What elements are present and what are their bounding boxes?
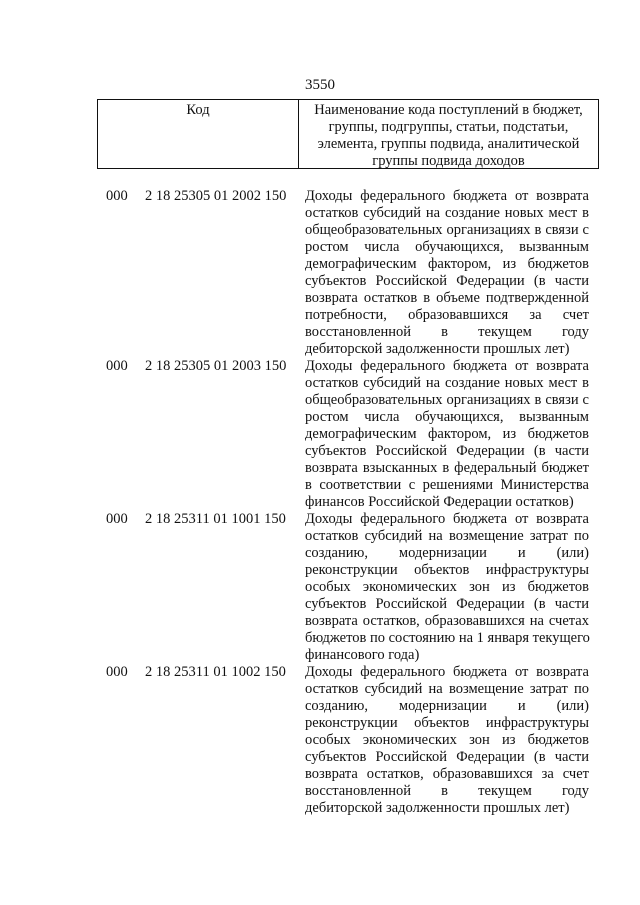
budget-code: 2 18 25305 01 2002 150 [145, 188, 287, 204]
admin-code: 000 [106, 188, 128, 204]
admin-code: 000 [106, 664, 128, 680]
description-line: возврата остатков, образовавшихся на счетах [305, 613, 589, 629]
description-line: в соответствии с решениями Министерства [305, 477, 589, 493]
table-header [97, 99, 599, 169]
budget-code: 2 18 25311 01 1001 150 [145, 511, 286, 527]
description-line: остатков субсидий на возмещение затрат по [305, 681, 589, 697]
description-line: субъектов Российской Федерации (в части [305, 273, 589, 289]
page-number: 3550 [305, 77, 335, 93]
description-line: Доходы федерального бюджета от возврата [305, 358, 589, 374]
header-name-line: Наименование кода поступлений в бюджет, [314, 102, 583, 118]
budget-code: 2 18 25305 01 2003 150 [145, 358, 287, 374]
header-name-line: группы, подгруппы, статьи, подстатьи, [328, 119, 569, 135]
description-line: восстановленной в текущем году [305, 324, 589, 340]
description-line: финансового года) [305, 647, 420, 663]
description-line: особых экономических зон из бюджетов [305, 579, 589, 595]
header-name-line: группы подвида доходов [372, 153, 525, 169]
description-line: реконструкции объектов инфраструктуры [305, 715, 589, 731]
description-line: остатков субсидий на создание новых мест в [305, 375, 589, 391]
description-line: дебиторской задолженности прошлых лет) [305, 800, 570, 816]
description-line: созданию, модернизации и (или) [305, 698, 589, 714]
description-line: потребности, образовавшихся за счет [305, 307, 589, 323]
header-name-line: элемента, группы подвида, аналитической [317, 136, 580, 152]
description-line: Доходы федерального бюджета от возврата [305, 188, 589, 204]
admin-code: 000 [106, 511, 128, 527]
description-line: особых экономических зон из бюджетов [305, 732, 589, 748]
description-line: реконструкции объектов инфраструктуры [305, 562, 589, 578]
description-line: остатков субсидий на возмещение затрат по [305, 528, 589, 544]
description-line: дебиторской задолженности прошлых лет) [305, 341, 570, 357]
table-row [0, 511, 640, 664]
header-code-cell: Код [98, 100, 299, 168]
description-line: Доходы федерального бюджета от возврата [305, 511, 589, 527]
admin-code: 000 [106, 358, 128, 374]
entry-description [305, 664, 589, 817]
table-row [0, 188, 640, 358]
budget-code: 2 18 25311 01 1002 150 [145, 664, 286, 680]
description-line: субъектов Российской Федерации (в части [305, 596, 589, 612]
description-line: возврата остатков в объеме подтвержденной [305, 290, 589, 306]
description-line: остатков субсидий на создание новых мест в [305, 205, 589, 221]
description-line: общеобразовательных организациях в связи с [305, 222, 589, 238]
table-row [0, 664, 640, 817]
description-line: субъектов Российской Федерации (в части [305, 749, 589, 765]
description-line: восстановленной в текущем году [305, 783, 589, 799]
description-line: бюджетов по состоянию на 1 января текущего [305, 630, 590, 646]
entry-description [305, 511, 589, 664]
description-line: ростом числа обучающихся, вызванным [305, 409, 589, 425]
description-line: ростом числа обучающихся, вызванным [305, 239, 589, 255]
header-name-cell [299, 100, 598, 168]
table-row [0, 358, 640, 511]
description-line: демографическим фактором, из бюджетов [305, 426, 589, 442]
description-line: возврата остатков, образовавшихся за счет [305, 766, 589, 782]
description-line: Доходы федерального бюджета от возврата [305, 664, 589, 680]
entry-description [305, 358, 589, 511]
description-line: возврата взысканных в федеральный бюджет [305, 460, 589, 476]
description-line: демографическим фактором, из бюджетов [305, 256, 589, 272]
description-line: субъектов Российской Федерации (в части [305, 443, 589, 459]
entry-description [305, 188, 589, 358]
entries-list [0, 188, 640, 817]
description-line: общеобразовательных организациях в связи с [305, 392, 589, 408]
description-line: финансов Российской Федерации остатков) [305, 494, 574, 510]
description-line: созданию, модернизации и (или) [305, 545, 589, 561]
